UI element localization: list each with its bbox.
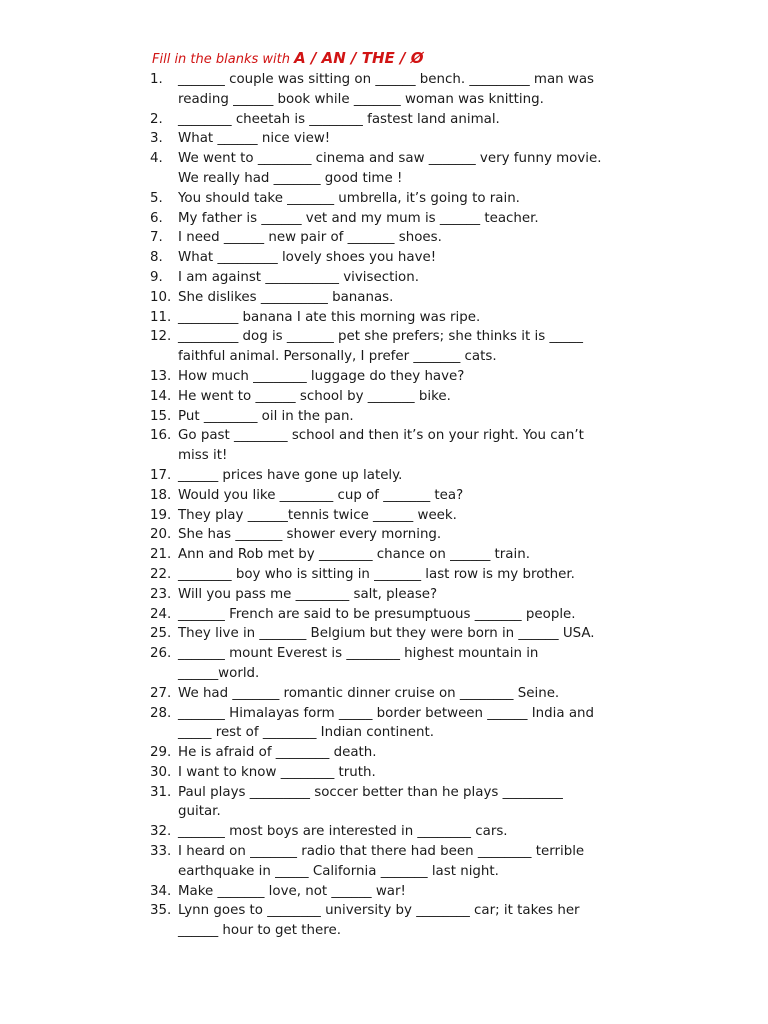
question-number: 9. [150,269,163,285]
question-text-line: _____ rest of ________ Indian continent. [178,725,434,741]
question-text-line: _________ dog is _______ pet she prefers; she thinks it is _____ [178,329,583,345]
question-item [0,149,768,189]
question-text-line: I need ______ new pair of _______ shoes. [178,230,442,246]
question-item [0,288,768,308]
question-item [0,763,768,783]
question-text-line: Paul plays _________ soccer better than he plays _________ [178,784,563,800]
question-number: 15. [150,408,172,424]
question-number: 25. [150,626,172,642]
question-text-line: Put ________ oil in the pan. [178,408,354,424]
question-number: 8. [150,250,163,266]
title-options: A / AN / THE / Ø [294,49,424,67]
question-item [0,644,768,684]
question-number: 10. [150,289,172,305]
question-item [0,466,768,486]
question-text-line: _______ most boys are interested in ________ cars. [178,824,508,840]
question-item [0,209,768,229]
question-text-line: _______ couple was sitting on ______ bench. _________ man was [178,72,595,87]
question-item [0,110,768,130]
question-number: 30. [150,764,172,780]
question-item [0,525,768,545]
question-text-line: Ann and Rob met by ________ chance on ______ train. [178,547,530,563]
question-number: 2. [150,111,163,127]
question-item [0,585,768,605]
question-text-line: What _________ lovely shoes you have! [178,250,437,266]
question-text-line: ______ hour to get there. [178,923,341,939]
question-item [0,308,768,328]
question-text-line: ________ cheetah is ________ fastest land animal. [178,111,500,127]
question-item [0,901,768,941]
question-text-line: My father is ______ vet and my mum is ______ teacher. [178,210,539,226]
question-item [0,506,768,526]
question-item [0,189,768,209]
question-item [0,268,768,288]
question-item [0,605,768,625]
question-text-line: How much ________ luggage do they have? [178,368,465,384]
question-item [0,783,768,823]
worksheet-title [152,49,423,67]
question-text-line: Would you like ________ cup of _______ tea? [178,487,464,503]
question-text-line: We went to ________ cinema and saw _______ very funny movie. [178,151,602,167]
question-number: 26. [150,646,172,662]
question-item [0,684,768,704]
question-number: 12. [150,329,172,345]
question-text-line: He went to ______ school by _______ bike. [178,388,451,404]
question-number: 7. [150,230,163,246]
question-item [0,822,768,842]
question-number: 24. [150,606,172,622]
question-text-line: He is afraid of ________ death. [178,745,377,761]
question-number: 16. [150,428,172,444]
question-number: 1. [150,72,163,87]
question-text-line: _______ mount Everest is ________ highest mountain in [178,646,539,662]
question-number: 23. [150,586,172,602]
question-number: 27. [150,685,172,701]
question-text-line: guitar. [178,804,221,820]
question-text-line: ______world. [178,665,260,681]
question-number: 35. [150,903,172,919]
question-item [0,486,768,506]
question-text-line: _______ Himalayas form _____ border between ______ India and [178,705,595,721]
question-item [0,387,768,407]
question-number: 20. [150,527,172,543]
question-number: 3. [150,131,163,147]
question-text-line: What ______ nice view! [178,131,331,147]
question-item [0,882,768,902]
question-item [0,248,768,268]
question-number: 28. [150,705,172,721]
question-text-line: They live in _______ Belgium but they were born in ______ USA. [178,626,595,642]
question-text-line: miss it! [178,448,228,464]
question-item [0,129,768,149]
question-text-line: She has _______ shower every morning. [178,527,442,543]
question-number: 34. [150,883,172,899]
question-item [0,704,768,744]
question-number: 11. [150,309,172,325]
question-number: 21. [150,547,172,563]
question-item [0,70,768,110]
question-item [0,565,768,585]
question-number: 5. [150,190,163,206]
question-text-line: They play ______tennis twice ______ week. [178,507,457,523]
question-item [0,426,768,466]
question-text-line: earthquake in _____ California _______ last night. [178,863,499,879]
question-number: 17. [150,467,172,483]
question-item [0,545,768,565]
question-text-line: Make _______ love, not ______ war! [178,883,406,899]
question-item [0,367,768,387]
question-text-line: ________ boy who is sitting in _______ last row is my brother. [178,566,575,582]
question-number: 22. [150,566,172,582]
question-text-line: We really had _______ good time ! [178,170,403,186]
question-number: 6. [150,210,163,226]
question-number: 33. [150,844,172,860]
question-number: 31. [150,784,172,800]
question-text-line: You should take _______ umbrella, it’s going to rain. [178,190,520,206]
question-number: 14. [150,388,172,404]
question-number: 19. [150,507,172,523]
question-text-line: We had _______ romantic dinner cruise on ________ Seine. [178,685,560,701]
question-number: 4. [150,151,163,167]
question-item [0,842,768,882]
title-prefix: Fill in the blanks with [152,52,295,67]
question-number: 29. [150,745,172,761]
question-item [0,228,768,248]
question-number: 13. [150,368,172,384]
question-text-line: Go past ________ school and then it’s on your right. You can’t [178,428,584,444]
question-list [0,70,768,941]
question-text-line: Lynn goes to ________ university by ________ car; it takes her [178,903,580,919]
question-text-line: faithful animal. Personally, I prefer _______ cats. [178,349,497,365]
question-item [0,327,768,367]
question-item [0,407,768,427]
question-text-line: I am against ___________ vivisection. [178,269,419,285]
question-item [0,743,768,763]
question-number: 18. [150,487,172,503]
question-item [0,624,768,644]
question-number: 32. [150,824,172,840]
question-text-line: Will you pass me ________ salt, please? [178,586,438,602]
question-text-line: _________ banana I ate this morning was ripe. [178,309,481,325]
question-text-line: _______ French are said to be presumptuous _______ people. [178,606,576,622]
question-text-line: ______ prices have gone up lately. [178,467,403,483]
question-text-line: reading ______ book while _______ woman was knitting. [178,91,544,107]
question-text-line: I want to know ________ truth. [178,764,376,780]
question-text-line: I heard on _______ radio that there had been ________ terrible [178,844,585,860]
question-text-line: She dislikes __________ bananas. [178,289,394,305]
